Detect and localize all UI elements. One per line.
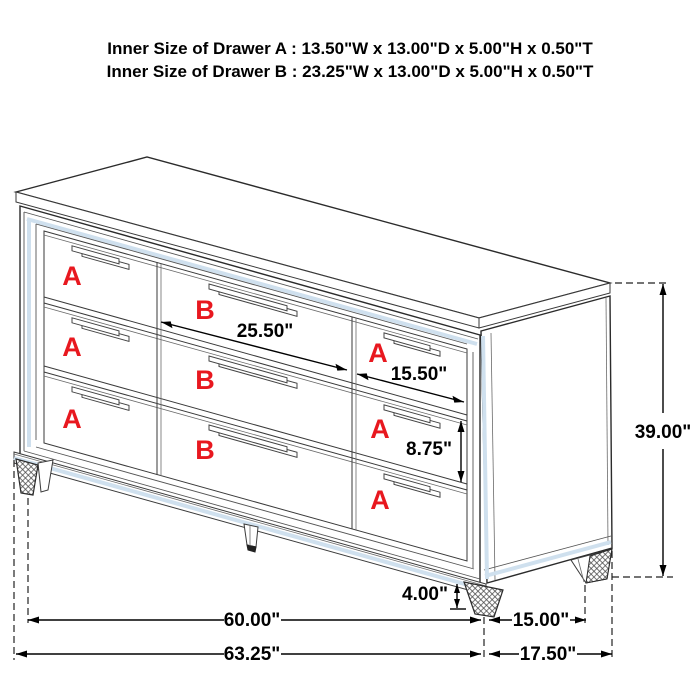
- drawer-label-a: A: [370, 414, 390, 444]
- dim-foot-height: [402, 584, 466, 609]
- dim-label-8-75: 8.75": [406, 439, 452, 460]
- front-left-foot: [16, 459, 38, 495]
- dim-label-60-00: 60.00": [223, 610, 281, 631]
- dim-label-25-50: 25.50": [236, 321, 294, 342]
- drawer-label-a: A: [370, 485, 390, 515]
- dim-overall-depth: [489, 644, 612, 665]
- drawer-label-a: A: [62, 404, 82, 434]
- dim-label-15-00: 15.00": [512, 610, 570, 631]
- drawer-label-b: B: [195, 435, 215, 465]
- dim-label-17-50: 17.50": [519, 644, 577, 665]
- dim-label-63-25: 63.25": [223, 644, 281, 665]
- dim-label-39-00: 39.00": [634, 422, 692, 443]
- middle-back-leg: [244, 524, 258, 552]
- dim-label-15-50: 15.50": [390, 364, 448, 385]
- back-left-foot: [38, 460, 53, 492]
- drawer-label-b: B: [195, 365, 215, 395]
- dim-label-4-00: 4.00": [402, 584, 448, 605]
- drawer-label-a: A: [62, 332, 82, 362]
- front-right-foot: [464, 582, 503, 617]
- dim-side-feet-span: [489, 610, 586, 631]
- drawer-label-b: B: [195, 295, 215, 325]
- dresser-illustration: [14, 157, 612, 617]
- drawer-label-a: A: [62, 261, 82, 291]
- dim-front-feet-span: [28, 610, 481, 631]
- drawer-label-a: A: [368, 338, 388, 368]
- inner-size-drawer-a-text: Inner Size of Drawer A : 13.50"W x 13.00"D x 5.00"H x 0.50"T: [107, 39, 593, 58]
- dresser-side-panel: [481, 296, 612, 583]
- dim-overall-width: [16, 644, 481, 665]
- dim-overall-height: [635, 284, 692, 576]
- inner-size-drawer-b-text: Inner Size of Drawer B : 23.25"W x 13.00"D x 5.00"H x 0.50"T: [106, 62, 594, 81]
